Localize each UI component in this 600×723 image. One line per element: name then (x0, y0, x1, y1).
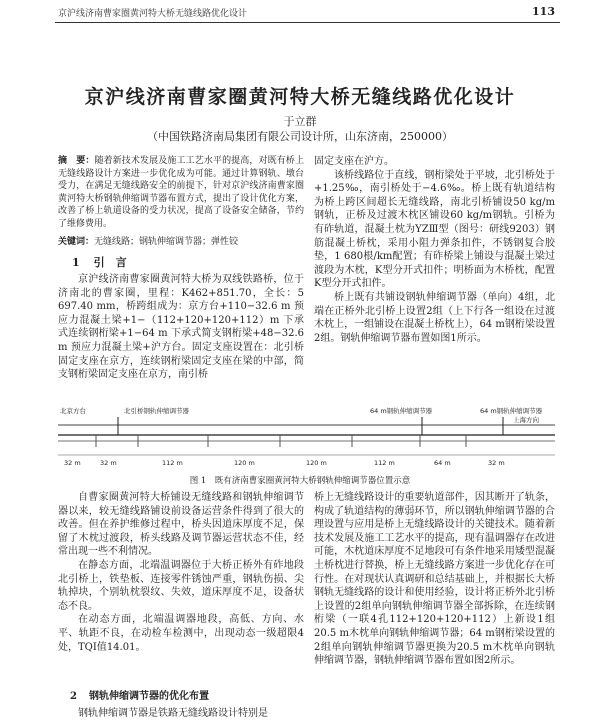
span-label: 120 m (234, 459, 255, 467)
section-1-number: 1 (72, 256, 80, 269)
running-title: 京沪线济南曹家圈黄河特大桥无缝线路优化设计 (58, 9, 248, 19)
author: 于立群 (283, 115, 317, 128)
span-label: 32 m (100, 459, 117, 467)
label-adjuster-64m-right: 64 m钢轨伸缩调节器 (480, 407, 543, 415)
affiliation: （中国铁路济南局集团有限公司设计所，山东济南，250000） (147, 130, 453, 143)
label-south-abutment: 上海方向 (513, 416, 539, 424)
paragraph: 在动态方面，北端温调器地段，高低、方向、水平、轨距不良，在动检车检测中，出现动态一级超限4处，TQI值14.01。 (58, 614, 304, 653)
keywords-label: 关键词： (58, 237, 95, 247)
running-header (0, 0, 600, 26)
section-2-number: 2 (70, 691, 77, 702)
section-1-heading (58, 254, 127, 270)
paragraph: 京沪线济南曹家圈黄河特大桥为双线铁路桥，位于济南北的曹家圈，里程：K462+851.70，全长：5 697.40 mm，桥跨组成为：京方台+110−32.6 m 预应力混凝土梁+1−（112+120+120+112）m 下承式连续钢桁梁+1−64 m 下承式简支钢桁梁+48−32.6 m 预应力混凝土梁+沪方台。固定支座设置在：北引桥固定支座在京方，连续钢桁梁固定支座在梁的中部，简支钢桁梁固定支座在京方，南引桥 (58, 274, 304, 381)
span-label: 112 m (162, 459, 183, 467)
page-number: 113 (532, 5, 555, 18)
bridge-diagram (58, 403, 555, 473)
right-column-bottom (314, 491, 555, 668)
section-2-heading (70, 687, 209, 702)
figure-1 (58, 403, 555, 473)
abstract-label: 摘 要： (58, 156, 95, 166)
section-2-title: 钢轨伸缩调节器的优化布置 (88, 691, 209, 702)
keywords-text: 无缝线路；钢轨伸缩调节器；弹性铰 (94, 237, 239, 247)
left-column-top (58, 273, 304, 382)
paragraph: 自曹家圈黄河特大桥铺设无缝线路和钢轨伸缩调节器以来，较无缝线路铺设前设备运营条件得到了很大的改善。但在养护维修过程中，桥头因道床厚度不足，保留了木枕过渡段，桥头线路及调节器运营状态不佳，经常出现一些不利情况。 (58, 492, 304, 558)
paragraph: 在静态方面，北端温调器位于大桥正桥外有砟地段北引桥上，铁垫板、连接零件锈蚀严重，钢轨伤损、尖轨掉块，个别轨枕裂纹、失效，道床厚度不足，设备状态不良。 (58, 559, 304, 612)
paragraph: 桥上既有共铺设钢轨伸缩调节器（单向）4组，北端在正桥外北引桥上设置2组（上下行各一组设在过渡木枕上，一组铺设在混凝土桥枕上），64 m钢桁梁设置2组。钢轨伸缩调节器布置如图1所示。 (314, 291, 555, 344)
paragraph: 桥上无缝线路设计的重要轨道部件，因其断开了轨条，构成了轨道结构的薄弱环节，所以钢轨伸缩调节器的合理设置与应用是桥上无缝线路设计的关键技术。随着新技术发展及施工工艺水平的提高，现有温调器存在改进可能，木枕道床厚度不足地段可有条件地采用矮型混凝土桥枕进行替换，桥上无缝线路方案进一步优化存在可行性。在对现状认真调研和总结基础上，并根据长大桥钢轨无缝线路的设计和使用经验，设计将正桥外北引桥上设置的2组单向钢轨伸缩调节器全部拆除，在连续钢桁梁（一联4孔112+120+120+112）上新设1组20.5 m木枕单向钢轨伸缩调节器；64 m钢桁梁设置的2组单向钢轨伸缩调节器更换为20.5 m木枕单向钢轨伸缩调节器，钢轨伸缩调节器布置如图2所示。 (314, 492, 555, 667)
right-column-top (314, 155, 555, 345)
header-rule (55, 22, 560, 23)
span-label: 32 m (64, 459, 81, 467)
left-column-bottom (58, 491, 304, 654)
paragraph: 该桥线路位于直线，钢桁梁处于平坡，北引桥处于+1.25‰，南引桥处于−4.6‰。桥上既有轨道结构为桥上跨区间超长无缝线路，南北引桥铺设50 kg/m钢轨，正桥及过渡木枕区铺设60 kg/m钢轨。引桥为有砟轨道，混凝土枕为YZⅢ型（图号：研线9203）钢筋混凝土桥枕，采用小阻力弹条扣件，不锈钢复合胶垫，1 680根/km配置；有砟桥梁上铺设与混凝土梁过渡段为木枕，K型分开式扣件；明桥面为木桥枕，配置K型分开式扣件。 (314, 169, 555, 290)
span-label: 112 m (374, 459, 395, 467)
label-north-adjuster: 北引桥钢轨伸缩调节器 (124, 407, 189, 415)
figure-1-caption: 图 1 既有济南曹家圈黄河特大桥钢轨伸缩调节器位置示意 (189, 476, 411, 486)
span-label: 120 m (306, 459, 327, 467)
paper-title: 京沪线济南曹家圈黄河特大桥无缝线路优化设计 (84, 86, 516, 108)
section-2-lead: 钢轨伸缩调节器是铁路无缝线路设计特别是 (78, 708, 268, 719)
abstract-text: 随着新技术发展及施工工艺水平的提高，对既有桥上无缝线路设计方案进一步优化成为可能。通过计算钢轨、墩台受力，在满足无缝线路安全的前提下，针对京沪线济南曹家圈黄河特大桥钢轨伸缩调节器布置方式，提出了设计优化方案，改善了桥上轨道设备的受力状况，提高了设备安全储备，节约了维修费用。 (58, 156, 304, 229)
abstract (58, 155, 304, 231)
span-label: 32 m (488, 459, 505, 467)
paragraph: 固定支座在沪方。 (314, 156, 394, 167)
keywords (58, 236, 304, 248)
section-1-title: 引 言 (93, 256, 127, 269)
label-north-abutment: 北京方台 (60, 407, 86, 415)
span-label: 64 m (434, 459, 451, 467)
label-adjuster-64m: 64 m钢轨伸缩调节器 (370, 407, 433, 415)
